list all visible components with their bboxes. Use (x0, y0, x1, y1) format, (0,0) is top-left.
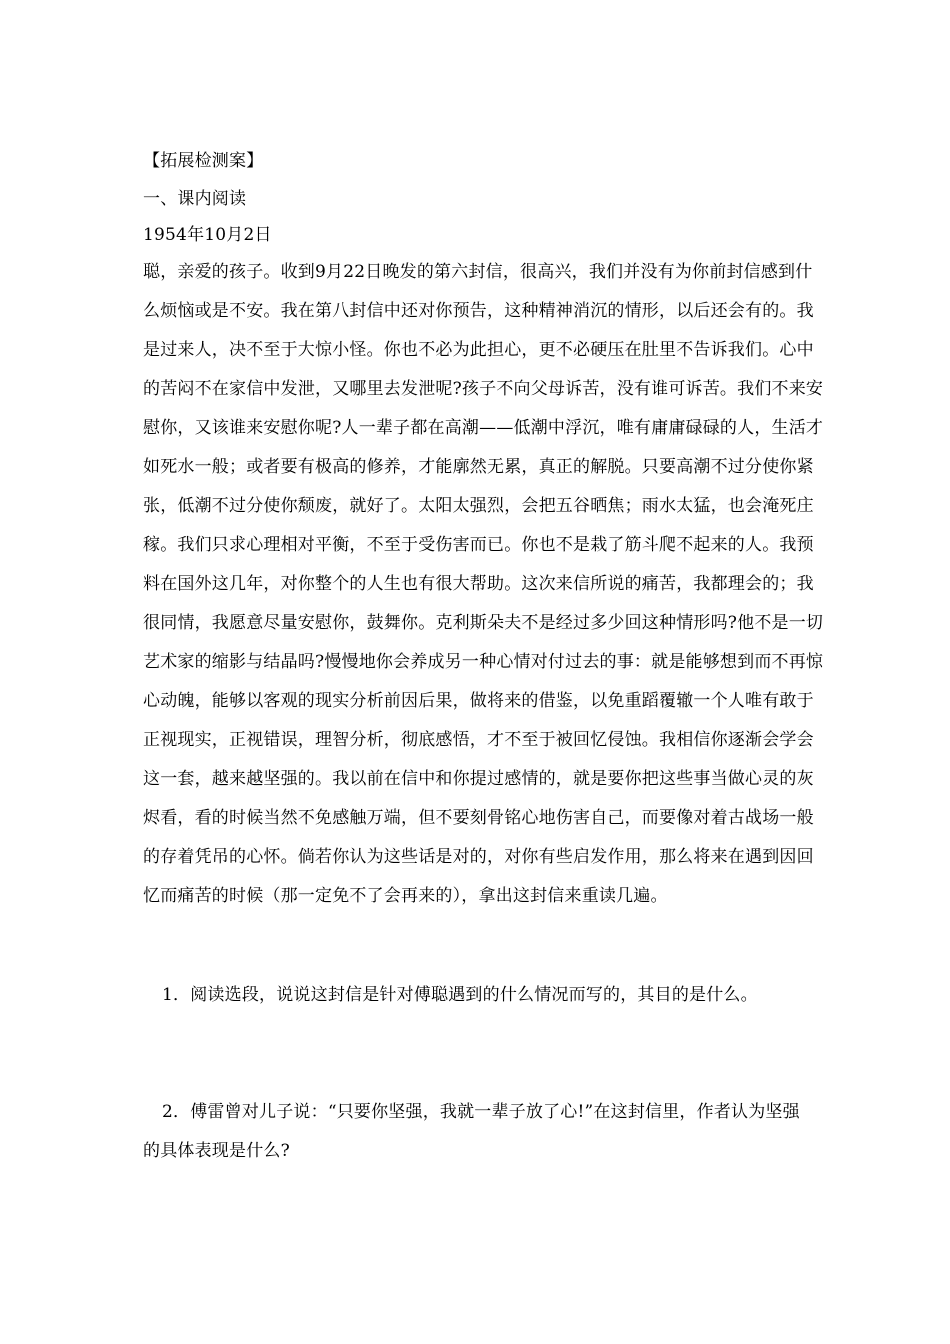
passage-line: 这一套，越来越坚强的。我以前在信中和你提过感情的，就是要你把这些事当做心灵的灰 (143, 769, 814, 789)
passage-line: 张，低潮不过分使你颓废，就好了。太阳太强烈，会把五谷晒焦；雨水太猛，也会淹死庄 (143, 496, 814, 516)
passage-line: 正视现实，正视错误，理智分析，彻底感悟，才不至于被回忆侵蚀。我相信你逐渐会学会 (143, 730, 814, 750)
passage-line: 心动魄，能够以客观的现实分析前因后果，做将来的借鉴，以免重蹈覆辙一个人唯有敢于 (143, 691, 814, 711)
section-title: 【拓展检测案】 (143, 151, 264, 171)
passage-line: 很同情，我愿意尽量安慰你，鼓舞你。克利斯朵夫不是经过多少回这种情形吗?他不是一切 (143, 613, 824, 633)
passage-line: 聪，亲爱的孩子。收到9月22日晚发的第六封信，很高兴，我们并没有为你前封信感到什 (143, 262, 813, 282)
passage-line: 的苦闷不在家信中发泄，又哪里去发泄呢?孩子不向父母诉苦，没有谁可诉苦。我们不来安 (143, 379, 824, 399)
passage-line: 如死水一般；或者要有极高的修养，才能廓然无累，真正的解脱。只要高潮不过分使你紧 (143, 457, 814, 477)
passage-line: 慰你，又该谁来安慰你呢?人一辈子都在高潮——低潮中浮沉，唯有庸庸碌碌的人，生活才 (143, 418, 824, 438)
question-2-line-2: 的具体表现是什么? (143, 1141, 290, 1161)
passage-line: 烬看，看的时候当然不免感触万端，但不要刻骨铭心地伤害自己，而要像对着古战场一般 (143, 808, 814, 828)
passage-line: 忆而痛苦的时候（那一定免不了会再来的），拿出这封信来重读几遍。 (143, 886, 668, 906)
passage-line: 稼。我们只求心理相对平衡，不至于受伤害而已。你也不是栽了筋斗爬不起来的人。我预 (143, 535, 814, 555)
question-2-line-1: 2．傅雷曾对儿子说：“只要你坚强，我就一辈子放了心!”在这封信里，作者认为坚强 (162, 1102, 800, 1122)
question-1: 1．阅读选段，说说这封信是针对傅聪遇到的什么情况而写的，其目的是什么。 (162, 985, 758, 1005)
passage-line: 是过来人，决不至于大惊小怪。你也不必为此担心，更不必硬压在肚里不告诉我们。心中 (143, 340, 814, 360)
passage-line: 的存着凭吊的心怀。倘若你认为这些话是对的，对你有些启发作用，那么将来在遇到因回 (143, 847, 814, 867)
passage-line: 料在国外这几年，对你整个的人生也有很大帮助。这次来信所说的痛苦，我都理会的；我 (143, 574, 814, 594)
subsection-title: 一、课内阅读 (143, 189, 247, 209)
letter-date: 1954年10月2日 (143, 225, 272, 245)
passage-line: 艺术家的缩影与结晶吗?慢慢地你会养成另一种心情对付过去的事：就是能够想到而不再惊 (143, 652, 824, 672)
passage-line: 么烦恼或是不安。我在第八封信中还对你预告，这种精神消沉的情形，以后还会有的。我 (143, 301, 814, 321)
